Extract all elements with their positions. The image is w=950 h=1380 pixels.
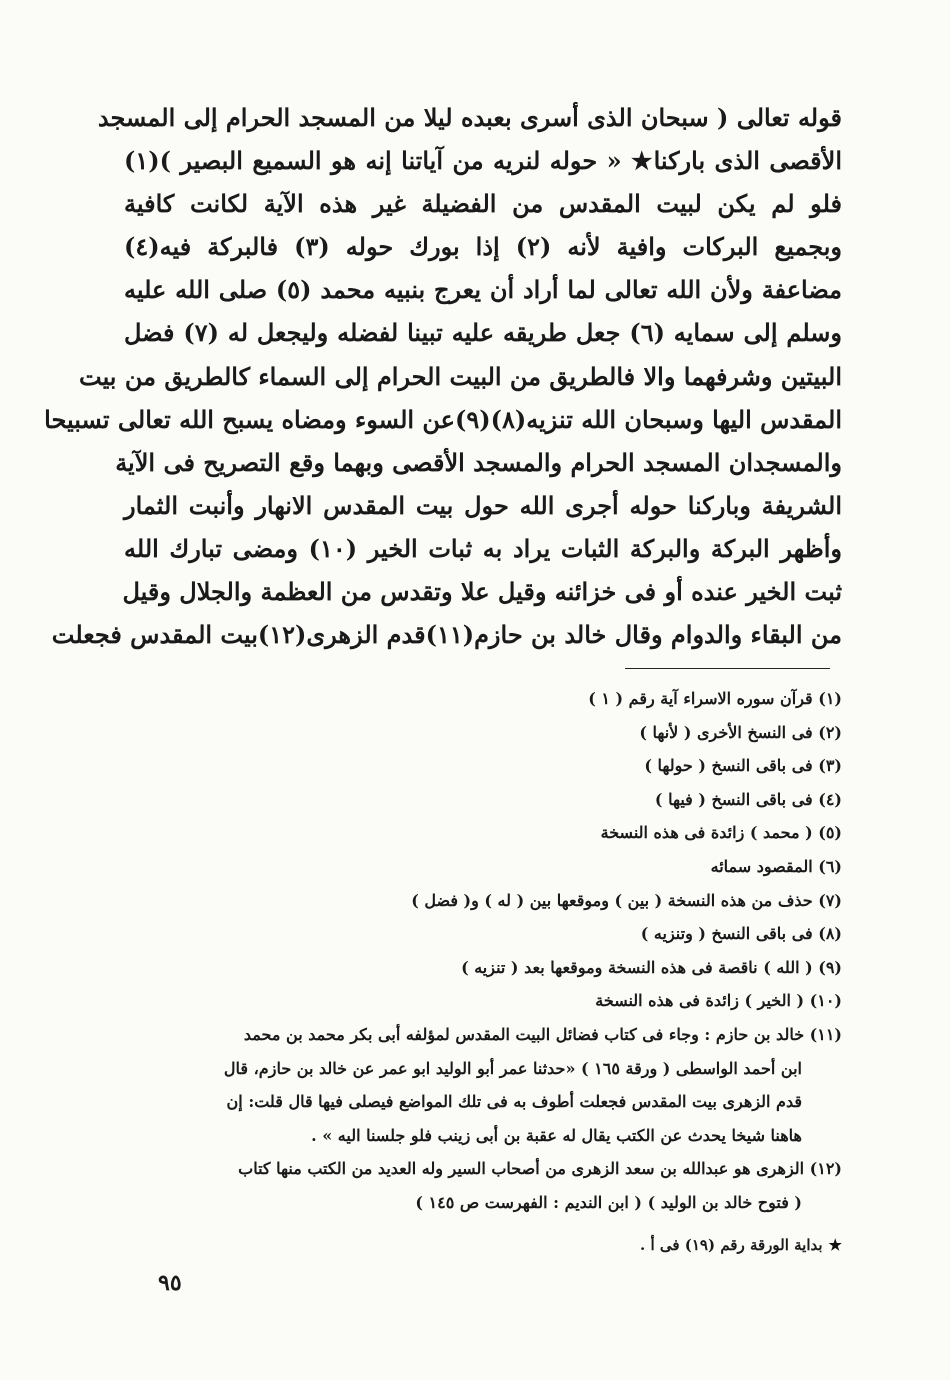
footnote-continuation: ابن أحمد الواسطى ( ورقة ١٦٥ ) «حدثنا عمر أبو الوليد ابو عمر عن خالد بن حازم، قال xyxy=(223,1058,802,1078)
text-line: وسلم إلى سمايه (٦) جعل طريقه عليه تبينا لفضله وليجعل له (٧) فضل xyxy=(124,318,843,348)
footnote: (٥) ( محمد ) زائدة فى هذه النسخة xyxy=(600,823,842,843)
text-line: مضاعفة ولأن الله تعالى لما أراد أن يعرج بنبيه محمد (٥) صلى الله عليه xyxy=(124,275,842,305)
folio-note-text: بداية الورقة رقم (١٩) فى أ . xyxy=(640,1236,823,1254)
manuscript-folio-note xyxy=(640,1236,842,1254)
page-number: ٩٥ xyxy=(158,1270,182,1296)
footnote: (١٠) ( الخير ) زائدة فى هذه النسخة xyxy=(595,991,842,1011)
footnote: (٨) فى باقى النسخ ( وتنزيه ) xyxy=(640,924,842,944)
text-line: فلو لم يكن لبيت المقدس من الفضيلة غير هذه الآية لكانت كافية xyxy=(124,189,842,219)
footnote: (٤) فى باقى النسخ ( فيها ) xyxy=(654,789,842,809)
text-line: الأقصى الذى باركنا★ « حوله لنريه من آياتنا إنه هو السميع البصير )(١) xyxy=(124,146,842,176)
footnote: (٩) ( الله ) ناقصة فى هذه النسخة وموقعها بعد ( تنزيه ) xyxy=(461,957,842,977)
main-text xyxy=(44,96,843,656)
text-line: قوله تعالى ( سبحان الذى أسرى بعبده ليلا من المسجد الحرام إلى المسجد xyxy=(97,103,842,132)
footnote-continuation: ( فتوح خالد بن الوليد ) ( ابن النديم : الفهرست ص ١٤٥ ) xyxy=(415,1192,802,1212)
text-line: وأظهر البركة والبركة الثبات يراد به ثبات الخير (١٠) ومضى تبارك الله xyxy=(124,533,842,563)
footnotes xyxy=(162,682,842,1220)
footnote: (١١) خالد بن حازم : وجاء فى كتاب فضائل البيت المقدس لمؤلفه أبى بكر محمد بن محمد xyxy=(243,1024,842,1044)
text-line: وبجميع البركات وافية لأنه (٢) إذا بورك حوله (٣) فالبركة فيه(٤) xyxy=(124,232,842,262)
footnote: (١) قرآن سوره الاسراء آية رقم ( ١ ) xyxy=(588,689,842,708)
footnote-continuation: قدم الزهرى بيت المقدس فجعلت أطوف به فى تلك المواضع فيصلى فيها قال قلت: إن xyxy=(226,1092,802,1112)
footnote: (٣) فى باقى النسخ ( حولها ) xyxy=(644,756,842,776)
star-icon: ★ xyxy=(828,1236,842,1254)
text-line: ثبت الخير عنده أو فى خزائنه وقيل علا وتقدس من العظمة والجلال وقيل xyxy=(122,577,842,607)
text-line: المقدس اليها وسبحان الله تنزيه(٨)(٩)عن السوء ومضاه يسبح الله تعالى تسبيحا xyxy=(44,404,842,434)
footnote: (٦) المقصود سمائه xyxy=(710,856,842,876)
text-line: والمسجدان المسجد الحرام والمسجد الأقصى وبهما وقع التصريح فى الآية xyxy=(115,447,842,477)
footnote: (٧) حذف من هذه النسخة ( بين ) وموقعها بين ( له ) و( فضل ) xyxy=(411,890,842,910)
footnote-continuation: هاهنا شيخا يحدث عن الكتب يقال له عقبة بن أبى زينب فلو جلسنا اليه » . xyxy=(311,1125,802,1145)
text-line: البيتين وشرفهما والا فالطريق من البيت الحرام إلى السماء كالطريق من بيت xyxy=(79,361,842,391)
footnote-separator xyxy=(625,668,830,669)
text-line: من البقاء والدوام وقال خالد بن حازم(١١)قدم الزهرى(١٢)بيت المقدس فجعلت xyxy=(51,620,842,650)
footnote: (٢) فى النسخ الأخرى ( لأنها ) xyxy=(639,722,842,742)
footnote: (١٢) الزهرى هو عبدالله بن سعد الزهرى من أصحاب السير وله العديد من الكتب منها كتاب xyxy=(238,1159,842,1179)
text-line: الشريفة وباركنا حوله أجرى الله حول بيت المقدس الانهار وأنبت الثمار xyxy=(124,490,842,520)
